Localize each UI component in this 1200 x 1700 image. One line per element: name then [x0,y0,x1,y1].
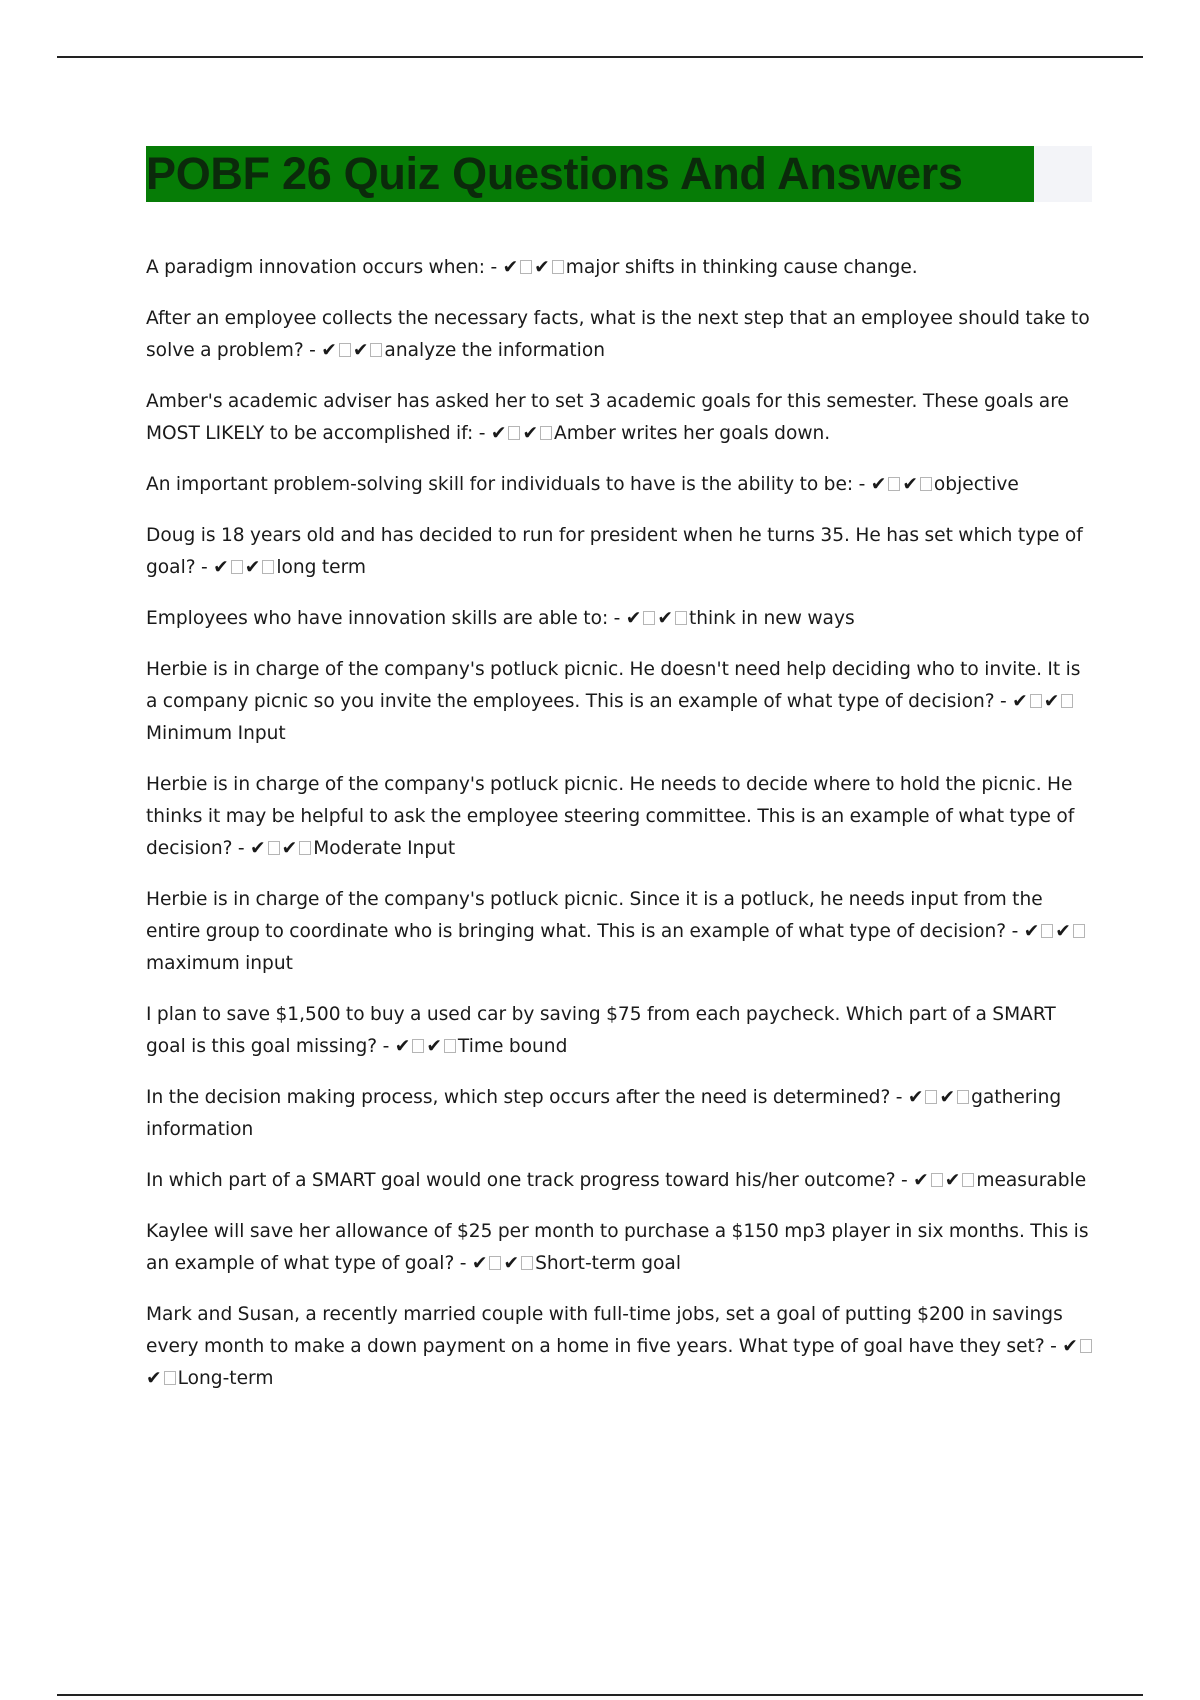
checkmark-icon: ✔ [281,838,298,859]
question-text: Herbie is in charge of the company's potluck picnic. He doesn't need help deciding who to invite. It is a company picnic so you invite the employees. This is an example of what type of decision? [146,659,1081,712]
question-text: Doug is 18 years old and has decided to run for president when he turns 35. He has set which type of goal? [146,525,1083,578]
document-title: POBF 26 Quiz Questions And Answers [146,148,963,199]
missing-glyph-box-icon [339,343,351,357]
question-text: Amber's academic adviser has asked her to set 3 academic goals for this semester. These goals are MOST LIKELY to be accomplished if: [146,391,1069,444]
separator: - [303,340,322,361]
qa-item [146,386,1096,450]
qa-item [146,769,1096,865]
missing-glyph-box-icon [508,426,520,440]
question-text: In the decision making process, which step occurs after the need is determined? [146,1087,891,1108]
question-text: An important problem-solving skill for individuals to have is the ability to be: [146,474,854,495]
missing-glyph-box-icon [925,1090,937,1104]
separator: - [232,838,251,859]
qa-item [146,303,1096,367]
checkmark-icon: ✔ [1012,691,1028,712]
footer-rule [57,1694,1143,1696]
missing-glyph-box-icon [920,477,932,491]
checkmark-icon: ✔ [502,257,519,278]
separator: - [853,474,871,495]
separator: - [994,691,1013,712]
checkmark-icon: ✔ [503,1253,520,1274]
checkmark-icon: ✔ [321,340,337,361]
missing-glyph-box-icon [888,477,900,491]
checkmark-icon: ✔ [490,423,507,444]
answer-text: Time bound [457,1036,568,1057]
separator: - [890,1087,908,1108]
answer-text: Short-term goal [535,1253,681,1274]
answer-text: objective [933,474,1019,495]
qa-item [146,469,1096,501]
qa-item [146,884,1096,980]
separator: - [473,423,491,444]
checkmark-icon: ✔ [625,608,642,629]
qa-item [146,1165,1096,1197]
question-text: Herbie is in charge of the company's potluck picnic. He needs to decide where to hold the picnic. He thinks it may be helpful to ask the employee steering committee. This is an example of what type of decision? [146,774,1075,859]
answer-text: gathering information [146,1087,1062,1140]
missing-glyph-box-icon [164,1371,176,1385]
missing-glyph-box-icon [520,260,532,274]
missing-glyph-box-icon [962,1173,974,1187]
separator: - [377,1036,395,1057]
missing-glyph-box-icon [268,841,280,855]
separator: - [895,1170,914,1191]
question-text: In which part of a SMART goal would one track progress toward his/her outcome? [146,1170,896,1191]
missing-glyph-box-icon [1061,694,1073,708]
qa-item [146,1216,1096,1280]
checkmark-icon: ✔ [913,1170,929,1191]
qa-item [146,1082,1096,1146]
question-text: Kaylee will save her allowance of $25 per month to purchase a $150 mp3 player in six months. This is an example of what type of goal? [146,1221,1089,1274]
missing-glyph-box-icon [552,260,564,274]
missing-glyph-box-icon [521,1256,533,1270]
question-text: After an employee collects the necessary facts, what is the next step that an employee should take to solve a problem? [146,308,1090,361]
checkmark-icon: ✔ [244,557,261,578]
checkmark-icon: ✔ [352,340,369,361]
title-strip [146,146,1092,202]
separator: - [485,257,503,278]
checkmark-icon: ✔ [250,838,266,859]
answer-text: analyze the information [384,340,606,361]
missing-glyph-box-icon [957,1090,969,1104]
missing-glyph-box-icon [1073,924,1085,938]
missing-glyph-box-icon [231,560,243,574]
missing-glyph-box-icon [299,841,311,855]
separator: - [195,557,214,578]
question-text: A paradigm innovation occurs when: [146,257,486,278]
checkmark-icon: ✔ [213,557,229,578]
answer-text: major shifts in thinking cause change. [565,257,918,278]
qa-item [146,1299,1096,1395]
checkmark-icon: ✔ [534,257,550,278]
checkmark-icon: ✔ [522,423,539,444]
missing-glyph-box-icon [675,611,687,625]
missing-glyph-box-icon [444,1039,456,1053]
missing-glyph-box-icon [540,426,552,440]
header-rule [57,56,1143,58]
checkmark-icon: ✔ [394,1036,411,1057]
checkmark-icon: ✔ [1023,921,1040,942]
qa-item [146,999,1096,1063]
missing-glyph-box-icon [262,560,274,574]
missing-glyph-box-icon [643,611,655,625]
answer-text: Long-term [177,1368,274,1389]
separator: - [608,608,626,629]
separator: - [1044,1336,1063,1357]
qa-item [146,252,1096,284]
missing-glyph-box-icon [412,1039,424,1053]
checkmark-icon: ✔ [1062,1336,1078,1357]
missing-glyph-box-icon [1041,924,1053,938]
question-text: Mark and Susan, a recently married couple with full-time jobs, set a goal of putting $200 in savings every month to make a down payment on a home in five years. What type of goal have they set? [146,1304,1063,1357]
question-text: Herbie is in charge of the company's potluck picnic. Since it is a potluck, he needs input from the entire group to coordinate who is bringing what. This is an example of what type of decision? [146,889,1043,942]
checkmark-icon: ✔ [426,1036,442,1057]
checkmark-icon: ✔ [902,474,918,495]
checkmark-icon: ✔ [657,608,673,629]
checkmark-icon: ✔ [146,1368,162,1389]
checkmark-icon: ✔ [907,1087,924,1108]
qa-item [146,654,1096,750]
question-text: I plan to save $1,500 to buy a used car by saving $75 from each paycheck. Which part of a SMART goal is this goal missing? [146,1004,1056,1057]
missing-glyph-box-icon [931,1173,943,1187]
checkmark-icon: ✔ [939,1087,956,1108]
answer-text: Moderate Input [313,838,456,859]
question-text: Employees who have innovation skills are able to: [146,608,609,629]
separator: - [454,1253,472,1274]
checkmark-icon: ✔ [1043,691,1060,712]
answer-text: long term [276,557,367,578]
missing-glyph-box-icon [1080,1339,1092,1353]
answer-text: Minimum Input [146,723,286,744]
missing-glyph-box-icon [370,343,382,357]
checkmark-icon: ✔ [870,474,887,495]
checkmark-icon: ✔ [1055,921,1071,942]
answer-text: measurable [976,1170,1087,1191]
answer-text: Amber writes her goals down. [554,423,831,444]
checkmark-icon: ✔ [944,1170,961,1191]
qa-item [146,520,1096,584]
qa-item [146,603,1096,635]
qa-list [146,252,1096,1414]
missing-glyph-box-icon [1030,694,1042,708]
checkmark-icon: ✔ [471,1253,488,1274]
missing-glyph-box-icon [489,1256,501,1270]
answer-text: maximum input [146,953,293,974]
separator: - [1006,921,1024,942]
answer-text: think in new ways [688,608,855,629]
